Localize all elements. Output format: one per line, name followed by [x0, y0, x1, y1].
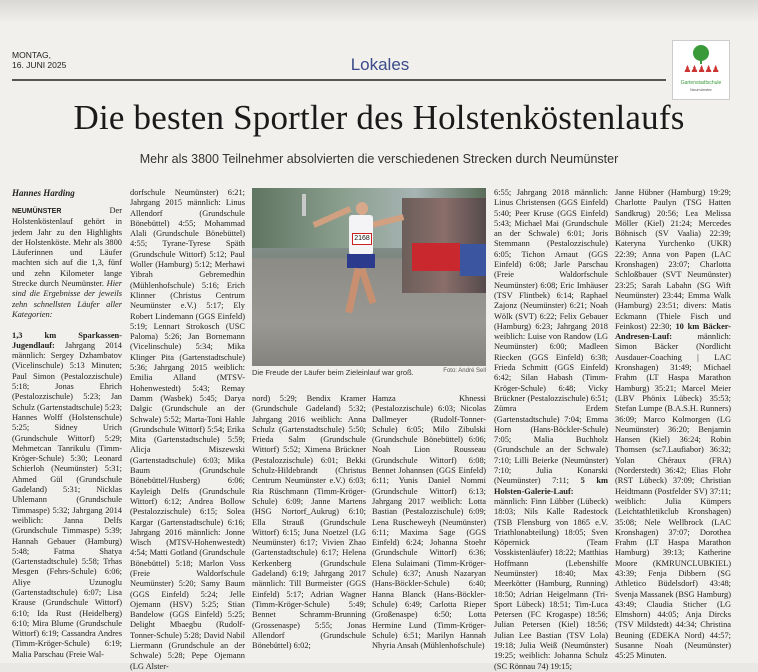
school-logo [672, 40, 730, 100]
caption-text: Die Freude der Läufer beim Zieleinlauf war groß. [252, 368, 414, 377]
race-2-title: 5 km Holsten-Galerie-Lauf: [494, 476, 609, 496]
column-3-text: nord) 5:29; Bendix Kramer (Grundschule Gadeland) 5:32; Jahrgang 2016 weiblich: Anna Schulz (Gartenstadtschule) 5:50; Frieda Salm (Grundschule Wittorf) 5:52; Ximena Brückner (Pestalozzischule) 6:01; Bekki Schulz-Hildebrandt (Christus Centrum Neumünster e.V.) 6:03; Ria Rüschmann (Timm-Kröger-Schule) 6:09; Janne Martens (HSG Nortorf_Aukrug) 6:10; Ella Strauß (Grundschule Wittorf) 6:15; Juna Noetzel (LG Neumünster) 6:17; Vivien Zhao (Gartenstadtschule) 6:17; Helena Kerkenberg (Grundschule Gadeland) 6:19; Jahrgang 2017 männlich: Till Burmeister (GGS Einfeld) 5:17; Adrian Wagner (Timm-Kröger-Schule) 5:49; Bennet Schramm-Brunning (Grossenaspe) 5:55; Jonas Allendorf (Grundschule Bönebüttel) 6:02; [252, 394, 366, 651]
page-top-shadow [0, 0, 758, 24]
column-6-text: Janne Hübner (Hamburg) 19:29; Charlotte Paulyn (TSG Hatten Sandkrug) 20:56; Lea Melissa Möller (Kiel) 21:24; Mercedes Böhnisch (SV Vaalia) 22:39; Kateryna Yurchenko (UKR) 22:39; Anna von Papen (LAC Kronshagen) 23:07; Charlotta Schloßbauer (SVT Neumünster) 23:25; Sarah Labahn (SG Wift Neumünster) 23:44; Emma Walk (Hamburg) 23:51; divers: Matis Eckmann (Thiele Fisch und Feinkost) 22:30; [615, 188, 731, 331]
article-subheadline: Mehr als 3800 Teilnehmer absolvierten die verschiedenen Strecken durch Neumünster [139, 152, 619, 166]
column-2-text: dorfschule Neumünster) 6:21; Jahrgang 2015 männlich: Linus Allendorf (Grundschule Bönebüttel) 4:55; Mohammad Alali (Grundschule Bönebüttel) 4:55; Tyrane-Tyrese Späth (Grundschule Wittorf) 5:12; Paul Woller (Hamburg) 5:12; Merhawi Yibrah Gebremedhin (Mühlenhofschule) 5:16; Erich Klinner (Christus Centrum Neumünster e.V.) 5:17; Ely Robert Lindemann (GGS Einfeld) 5:19; Lennart Strokosch (USC Paloma) 5:26; Jan Bornemann (Vicelinschule) 5:34; Mika Klinger Pita (Gartenstadtschule) 5:36; Jahrgang 2015 weiblich: Emilia Alland (MTSV-Hohenwestedt) 5:43; Remay Damm (Wasbek) 5:45; Darya Dalgic (Grundschule an der Schwale) 5:52; Marta-Toni Hahle (Grundschule Wittorf) 5:54; Erika Mita (Gartenstadtschule) 5:59; Alicja Miszewski (Gartenstadtschule) 6:03; Mika Baum (Grundschule Bönebüttel/Husberg) 6:06; Kayleigh Delfs (Grundschule Wittorf) 6:12; Andrea Bollow (Pestalozzischule) 6:15; Solea Kargar (Gartenstadtschule) 6:16; Jahrgang 2016 männlich: Jonne Wisch (MTSV-Hohenwestedt) 4:54; Matti Gotland (Grundschule Bönebüttel) 5:18; Marlon Voss (Freie Waldorfschule Neumünster) 5:20; Samy Baum (GGS Einfeld) 5:24; Jelle Ojemann (HSV) 5:25; Stian Bandelow (GGS Einfeld) 5:25; Delight Mbaegbu (Rudolf-Tonner-Schule) 5:28; David Nabil Liermann (Grundschule an der Schwale) 5:28; Pepe Ojemann (LG Alster- [130, 188, 245, 671]
photo-credit: Foto: André Sell [443, 368, 486, 374]
photo-caption [252, 368, 486, 377]
column-5-text: 6:55; Jahrgang 2018 männlich: Linus Christensen (GGS Einfeld) 5:40; Peer Kruse (GGS Einfeld) 5:43; Michael Mai (Grundschule an der Schwale) 6:01; Joris Stemmann (Pestalozzischule) 6:05; Tichon Arnaut (GGS Einfeld) 6:08; Jarle Parschau (Freie Waldorfschule Neumünster) 6:08; Eric Imhäuser (TSV Flintbek) 6:14; Raphael Zajonz (Neumünster) 6:21; Noah Wölk (SVT) 6:22; Felix Gebauer (Hamburg) 6:23; Jahrgang 2018 weiblich: Luise von Randow (LG Neumünster) 6:00; Madleen Riecken (GGS Einfeld) 6:38; Frieda Schmitt (GGS Einfeld) 6:42; Silan Habash (Timm-Kröger-Schule) 6:48; Vicky Brückner (Pestalozzischule) 6:51; Zümra Erdem (Gartenstadtschule) 7:04; Emma Horn (Hans-Böckler-Schule) 7:05; Malia Buchholz (Grundschule an der Schwale) 7:10; Lilli Beierke (Neumünster) 7:10; Julia Konarski (Neumünster) 7:11; [494, 188, 608, 486]
column-5-text-2: männlich: Finn Lübber (Lübeck) 18:03; Nils Kalle Radestock (TSB Flensburg von 1865 e.V. Triathlonabteilung) 18:05; Sven Köpernick (Team Vosskistenläufer) 18:22; Matthias Hoffmann (Lebenshilfe Neumünster) 18:40; Max Meerkötter (Hamburg, Running) 18:50; Adrian Heigelmann (Tri-Sport Lübeck) 18:51; Tim-Luca Petersen (FC Krogaspe) 18:56; Julian Petersen (Kiel) 18:56; Julian Lee Bastian (TSV Lola) 19:18; Julia Weiß (Neumünster) 19:25; weiblich: Johanna Schulz (SC Rönnau 74) 19:15; [494, 496, 608, 671]
runner-head [356, 202, 368, 215]
masthead-rule [12, 79, 666, 81]
children-icon: ♟♟♟♟♟ [683, 65, 719, 75]
lead-italic: Hier sind die Ergebnisse der jeweils zehn schnellsten Läufer aller Kategorien: [12, 279, 123, 319]
column-4-text: Hamza Khnessi (Pestalozzischule) 6:03; Nicolas Dallmeyer (Rudolf-Tonner-Schule) 6:05; Milo Zibulski (Grundschule Bönebüttel) 6:06; Noah Lion Rousseau (Grundschule Wittorf) 6:08; Bennet Johannsen (GGS Einfeld) 6:11; Yunis Daniel Nommi (Grundschule Wittorf) 6:13; Jahrgang 2017 weiblich: Lotta Bastian (Pestalozzischule) 6:09; Lena Ruscheweyh (Neumünster) 6:11; Maxima Sage (GGS Einfeld) 6:24; Johanna Stoehr (Grundschule Wittorf) 6:36; Elena Sulaimani (Timm-Kröger-Schule) 6:37; Anush Nazaryan (Hans-Böckler-Schule) 6:40; Hanna Blanck (Hans-Böckler-Schule) 6:49; Carlotta Rieper (Großenaspe) 6:50; Lotta Hermine Lund (Timm-Kröger-Schule) 6:51; Marilyn Hannah Nhyria Ansah (Mühlenhofschule) [372, 394, 486, 651]
photo-banner [412, 243, 460, 271]
race-3-title: 10 km Bäcker-Andresen-Lauf: [615, 321, 731, 342]
column-4 [372, 394, 486, 660]
photo-torch [302, 194, 306, 216]
article-author: Hannes Harding [12, 188, 75, 198]
runner-bib: 2168 [352, 233, 372, 245]
logo-city: Neumünster [690, 87, 712, 92]
tree-trunk [700, 59, 702, 64]
column-6 [615, 188, 731, 660]
photo-banner-blue [460, 244, 486, 276]
article-photo [252, 188, 486, 366]
column-1-text: Jahrgang 2014 männlich: Sergey Dzhambatov (Vicelinschule) 5:13 Minuten; Paul Simon (Pestalozzischule) 5:18; Jonas Ehrich (Pestalozzischule) 5:23; Jan Schulz (Gartenstadtschule) 5:23; Hannes Wolff (Holstenschule) 5:25; Sidney Urich (Grundschule Wittorf) 5:29; Mehmetcan Tanrikulu (Timm-Kröger-Schule) 5:30; Leonard Schierloh (Neumünster) 5:31; Ahmed Gül (Grundschule Gadeland) 5:31; Nicklas Uhlemann (Grundschule Timmaspe) 5:32; Jahrgang 2014 weiblich: Janna Delfs (Grundschule Timmaspe) 5:39; Hannah Gebauer (Hamburg) 5:48; Fatma Shatya (Gartenstadtschule) 5:58; Trhas Mesgen (Fehrs-Schule) 6:06; Aliye Uzunoglu (Gartenstadtschule) 6:07; Lisa Krause (Grundschule Wittorf) 6:10; Ida Rust (Heidelberg) 6:10; Mira Blume (Grundschule Wittorf) 6:19; Cassandra Andres (Timm-Kröger-Schule) 6:19; Malia Parschau (Freie Wal- [12, 340, 122, 659]
section-title: Lokales [350, 55, 410, 74]
column-6-text-2: männlich: Simon Bäcker (Nordlicht Ausdauer-Coaching | LAC Kronshagen) 31:49; Michael Frahm (LT Haspa Marathon Hamburg) 35:21; Marcel Meier (LBV Phönix Lübeck) 35:53; Stefan Lumpe (B.A.S.H. Runners) 36:09; Marco Kolmorgen (LG Neumünster) 36:20; Benjamin Hansen (Kiel) 36:24; Robin Thomsen (sc7.Laufiabor) 36:32; Yolan Chéraux (FRA) (Norderstedt) 36:42; Elias Flohr (RST Lübeck) 37:09; Christian Heidtmann (Postfelder SV) 37:11; weiblich: Julia Kümpers (Leichtathletikclub Kronshagen) 35:08; Nele Wellbrock (LAC Kronshagen) 37:07; Dorothea Frahm (LT Haspa Marathon Hamburg) 39:13; Katherine Moore (KMRUNCLUBKIEL) 43:39; Fenja Dibbern (SG Athletico Büdelsdorf) 43:48; Svenja Massanek (BSG Hamburg) 43:49; Claudia Sticher (LG Elmshorn) 44:05; Anja Dircks (TSV Mildstedt) 44:34; Christina Beuning (EDEKA Nord) 44:57; Susanne Noah (Neumünster) 45:25 Minuten. [615, 332, 731, 661]
runner-shorts [347, 254, 375, 268]
column-5 [494, 188, 609, 671]
logo-name: Gartenstadtschule [680, 80, 722, 86]
column-2 [130, 188, 245, 671]
date-weekday: MONTAG, [12, 50, 52, 60]
column-1 [12, 206, 122, 660]
column-3 [252, 394, 366, 660]
race-1-title: 1,3 km Sparkassen-Jugendlauf: [12, 330, 122, 350]
lead-text: Der Holstenköstenlauf gehört in jedem Jahr zu den Highlights der Holstenköste. Mehr als 3800 Läuferinnen und Läufer machten sich auf die 1,3, fünf und zehn Kilometer lange Strecke durch Neumünster. [12, 206, 122, 289]
issue-date [12, 50, 66, 70]
date-day: 16. JUNI 2025 [12, 60, 67, 70]
dateline: NEUMÜNSTER [12, 208, 62, 215]
article-headline: Die besten Sportler des Holstenköstenlaufs [73, 98, 685, 137]
